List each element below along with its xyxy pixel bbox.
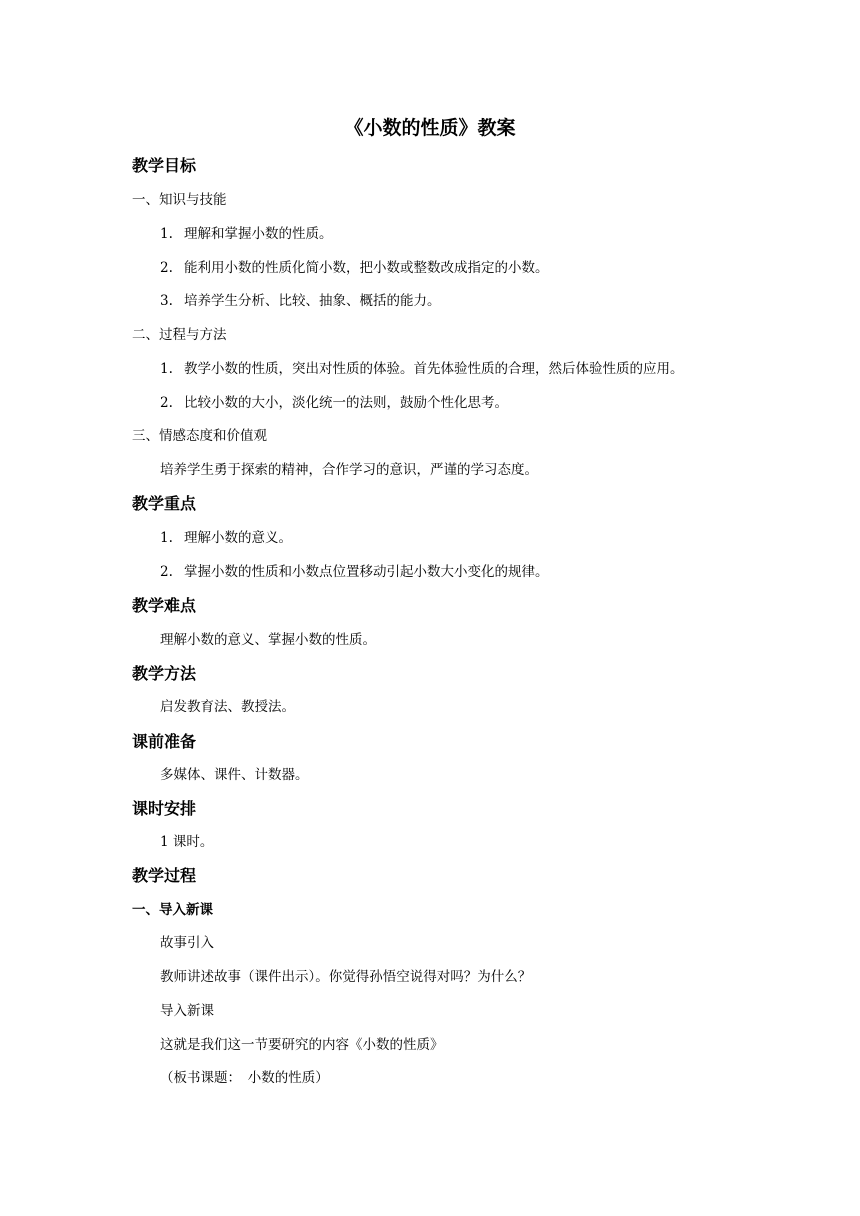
subheading-process-methods: 二、过程与方法 [132,327,227,343]
paragraph: 教师讲述故事（课件出示）。你觉得孙悟空说得对吗？为什么？ [160,969,532,985]
paragraph: 1 课时。 [160,834,214,850]
paragraph: 启发教育法、教授法。 [160,699,295,715]
list-text: 教学小数的性质，突出对性质的体验。首先体验性质的合理，然后体验性质的应用。 [184,361,684,377]
heading-teaching-objectives: 教学目标 [132,156,197,175]
list-text: 理解和掌握小数的性质。 [184,226,333,242]
list-number: 3. [160,293,173,309]
list-item [160,224,333,244]
list-item [160,258,549,278]
paragraph: 多媒体、课件、计数器。 [160,767,309,783]
paragraph: 导入新课 [160,1003,214,1019]
list-item [160,393,508,413]
board-note: （板书课题： 小数的性质） [160,1070,329,1086]
paragraph: 理解小数的意义、掌握小数的性质。 [160,632,376,648]
list-text: 理解小数的意义。 [184,530,292,546]
heading-teaching-process: 教学过程 [132,866,197,885]
heading-teaching-methods: 教学方法 [132,664,197,683]
heading-difficulties: 教学难点 [132,596,197,615]
list-number: 1. [160,226,173,242]
heading-schedule: 课时安排 [132,799,197,818]
list-item [160,291,441,311]
paragraph: 故事引入 [160,935,214,951]
list-item [160,359,684,379]
paragraph: 这就是我们这一节要研究的内容《小数的性质》 [160,1037,444,1053]
subheading-knowledge-skills: 一、知识与技能 [132,192,227,208]
list-text: 掌握小数的性质和小数点位置移动引起小数大小变化的规律。 [184,564,549,580]
list-number: 2. [160,395,173,411]
subheading-introduction: 一、导入新课 [132,902,213,918]
list-text: 培养学生分析、比较、抽象、概括的能力。 [184,293,441,309]
heading-preparation: 课前准备 [132,732,197,751]
list-text: 比较小数的大小，淡化统一的法则，鼓励个性化思考。 [184,395,508,411]
list-number: 2. [160,564,173,580]
paragraph: 培养学生勇于探索的精神，合作学习的意识，严谨的学习态度。 [160,462,538,478]
list-number: 1. [160,361,173,377]
list-number: 2. [160,260,173,276]
heading-key-points: 教学重点 [132,494,197,513]
list-text: 能利用小数的性质化简小数，把小数或整数改成指定的小数。 [184,260,549,276]
list-number: 1. [160,530,173,546]
list-item [160,528,292,548]
subheading-attitude-values: 三、情感态度和价值观 [132,428,267,444]
document-title: 《小数的性质》教案 [344,117,516,139]
list-item [160,562,549,582]
